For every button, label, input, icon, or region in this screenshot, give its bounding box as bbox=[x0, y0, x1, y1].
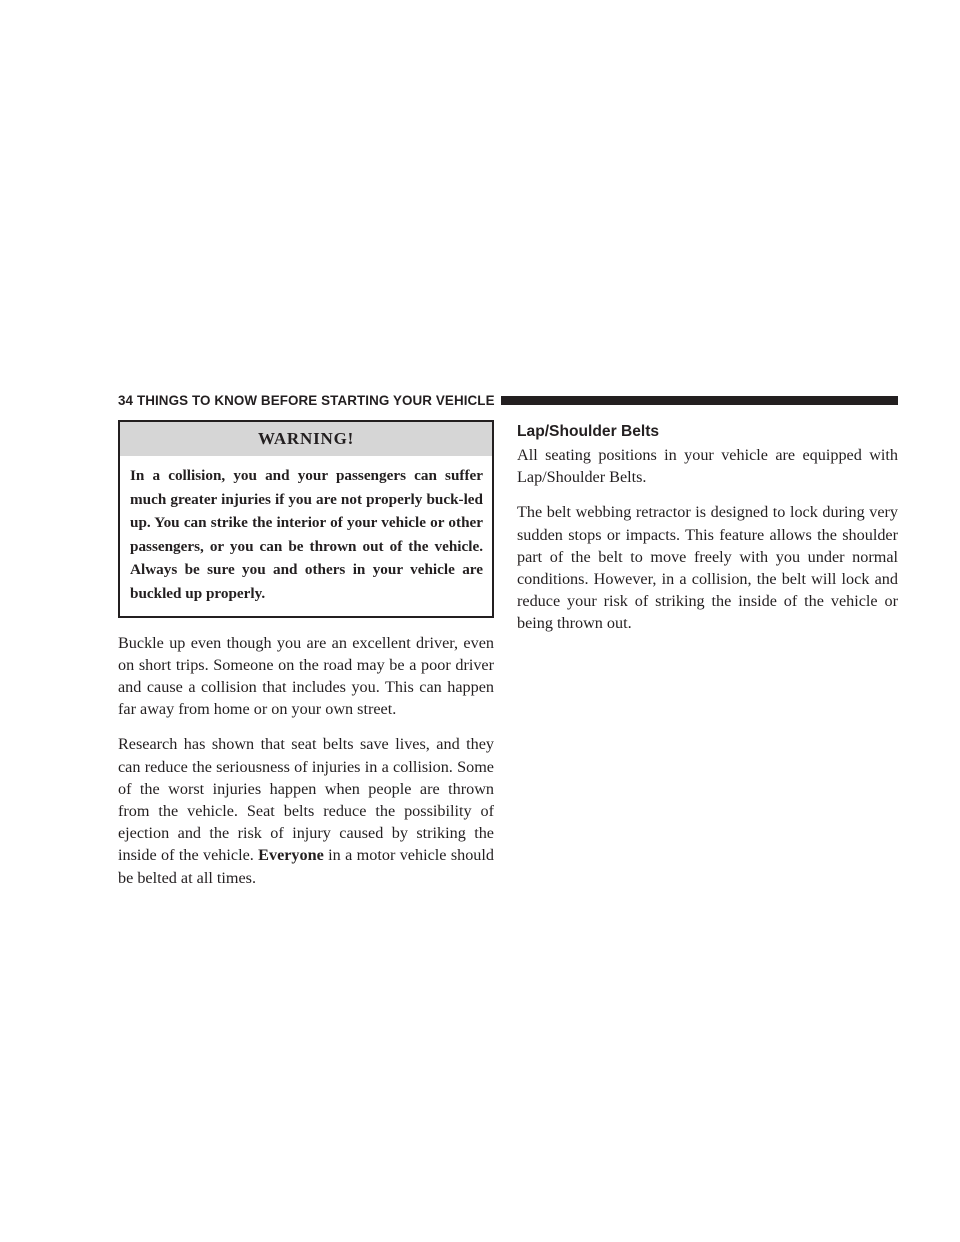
paragraph-seating-positions: All seating positions in your vehicle are equipped with Lap/Shoulder Belts. bbox=[517, 446, 898, 487]
warning-title: WARNING! bbox=[120, 422, 492, 456]
right-column bbox=[517, 420, 898, 635]
section-heading-lap-shoulder-belts: Lap/Shoulder Belts bbox=[517, 423, 660, 440]
warning-box bbox=[118, 420, 494, 618]
section-title: THINGS TO KNOW BEFORE STARTING YOUR VEHICLE bbox=[136, 392, 495, 408]
paragraph-research-text-1: Research has shown that seat belts save lives, and they can reduce the seriousness of injuries in a collision. Some of the worst injuries happen when people are thrown from the vehicle. Seat belts reduce the possibility of ejection and the risk of injury caused by striking the inside of the vehicle. bbox=[118, 735, 494, 865]
paragraph-research-text-2: in a motor vehicle should be belted at all times. bbox=[118, 846, 494, 887]
paragraph-research-emphasis: Everyone bbox=[258, 846, 324, 865]
page-header-text bbox=[118, 393, 495, 408]
paragraph-research bbox=[118, 733, 494, 888]
paragraph-retractor: The belt webbing retractor is designed to lock during very sudden stops or impacts. This feature allows the shoulder part of the belt to move freely with you under normal conditions. However, in a collision, the belt will lock and reduce your risk of striking the inside of the vehicle or being thrown out. bbox=[517, 503, 898, 633]
page-header bbox=[118, 390, 898, 410]
paragraph-buckle-up: Buckle up even though you are an excellent driver, even on short trips. Someone on the road may be a poor driver and cause a collision that includes you. This can happen far away from home or on your own street. bbox=[118, 633, 494, 719]
page-number: 34 bbox=[118, 392, 134, 408]
header-rule bbox=[501, 396, 898, 405]
left-column bbox=[118, 420, 494, 889]
warning-body: In a collision, you and your passengers can suffer much greater injuries if you are not properly buck-led up. You can strike the interior of your vehicle or other passengers, or you can be thrown out of the vehicle. Always be sure you and others in your vehicle are buckled up properly. bbox=[130, 467, 483, 602]
